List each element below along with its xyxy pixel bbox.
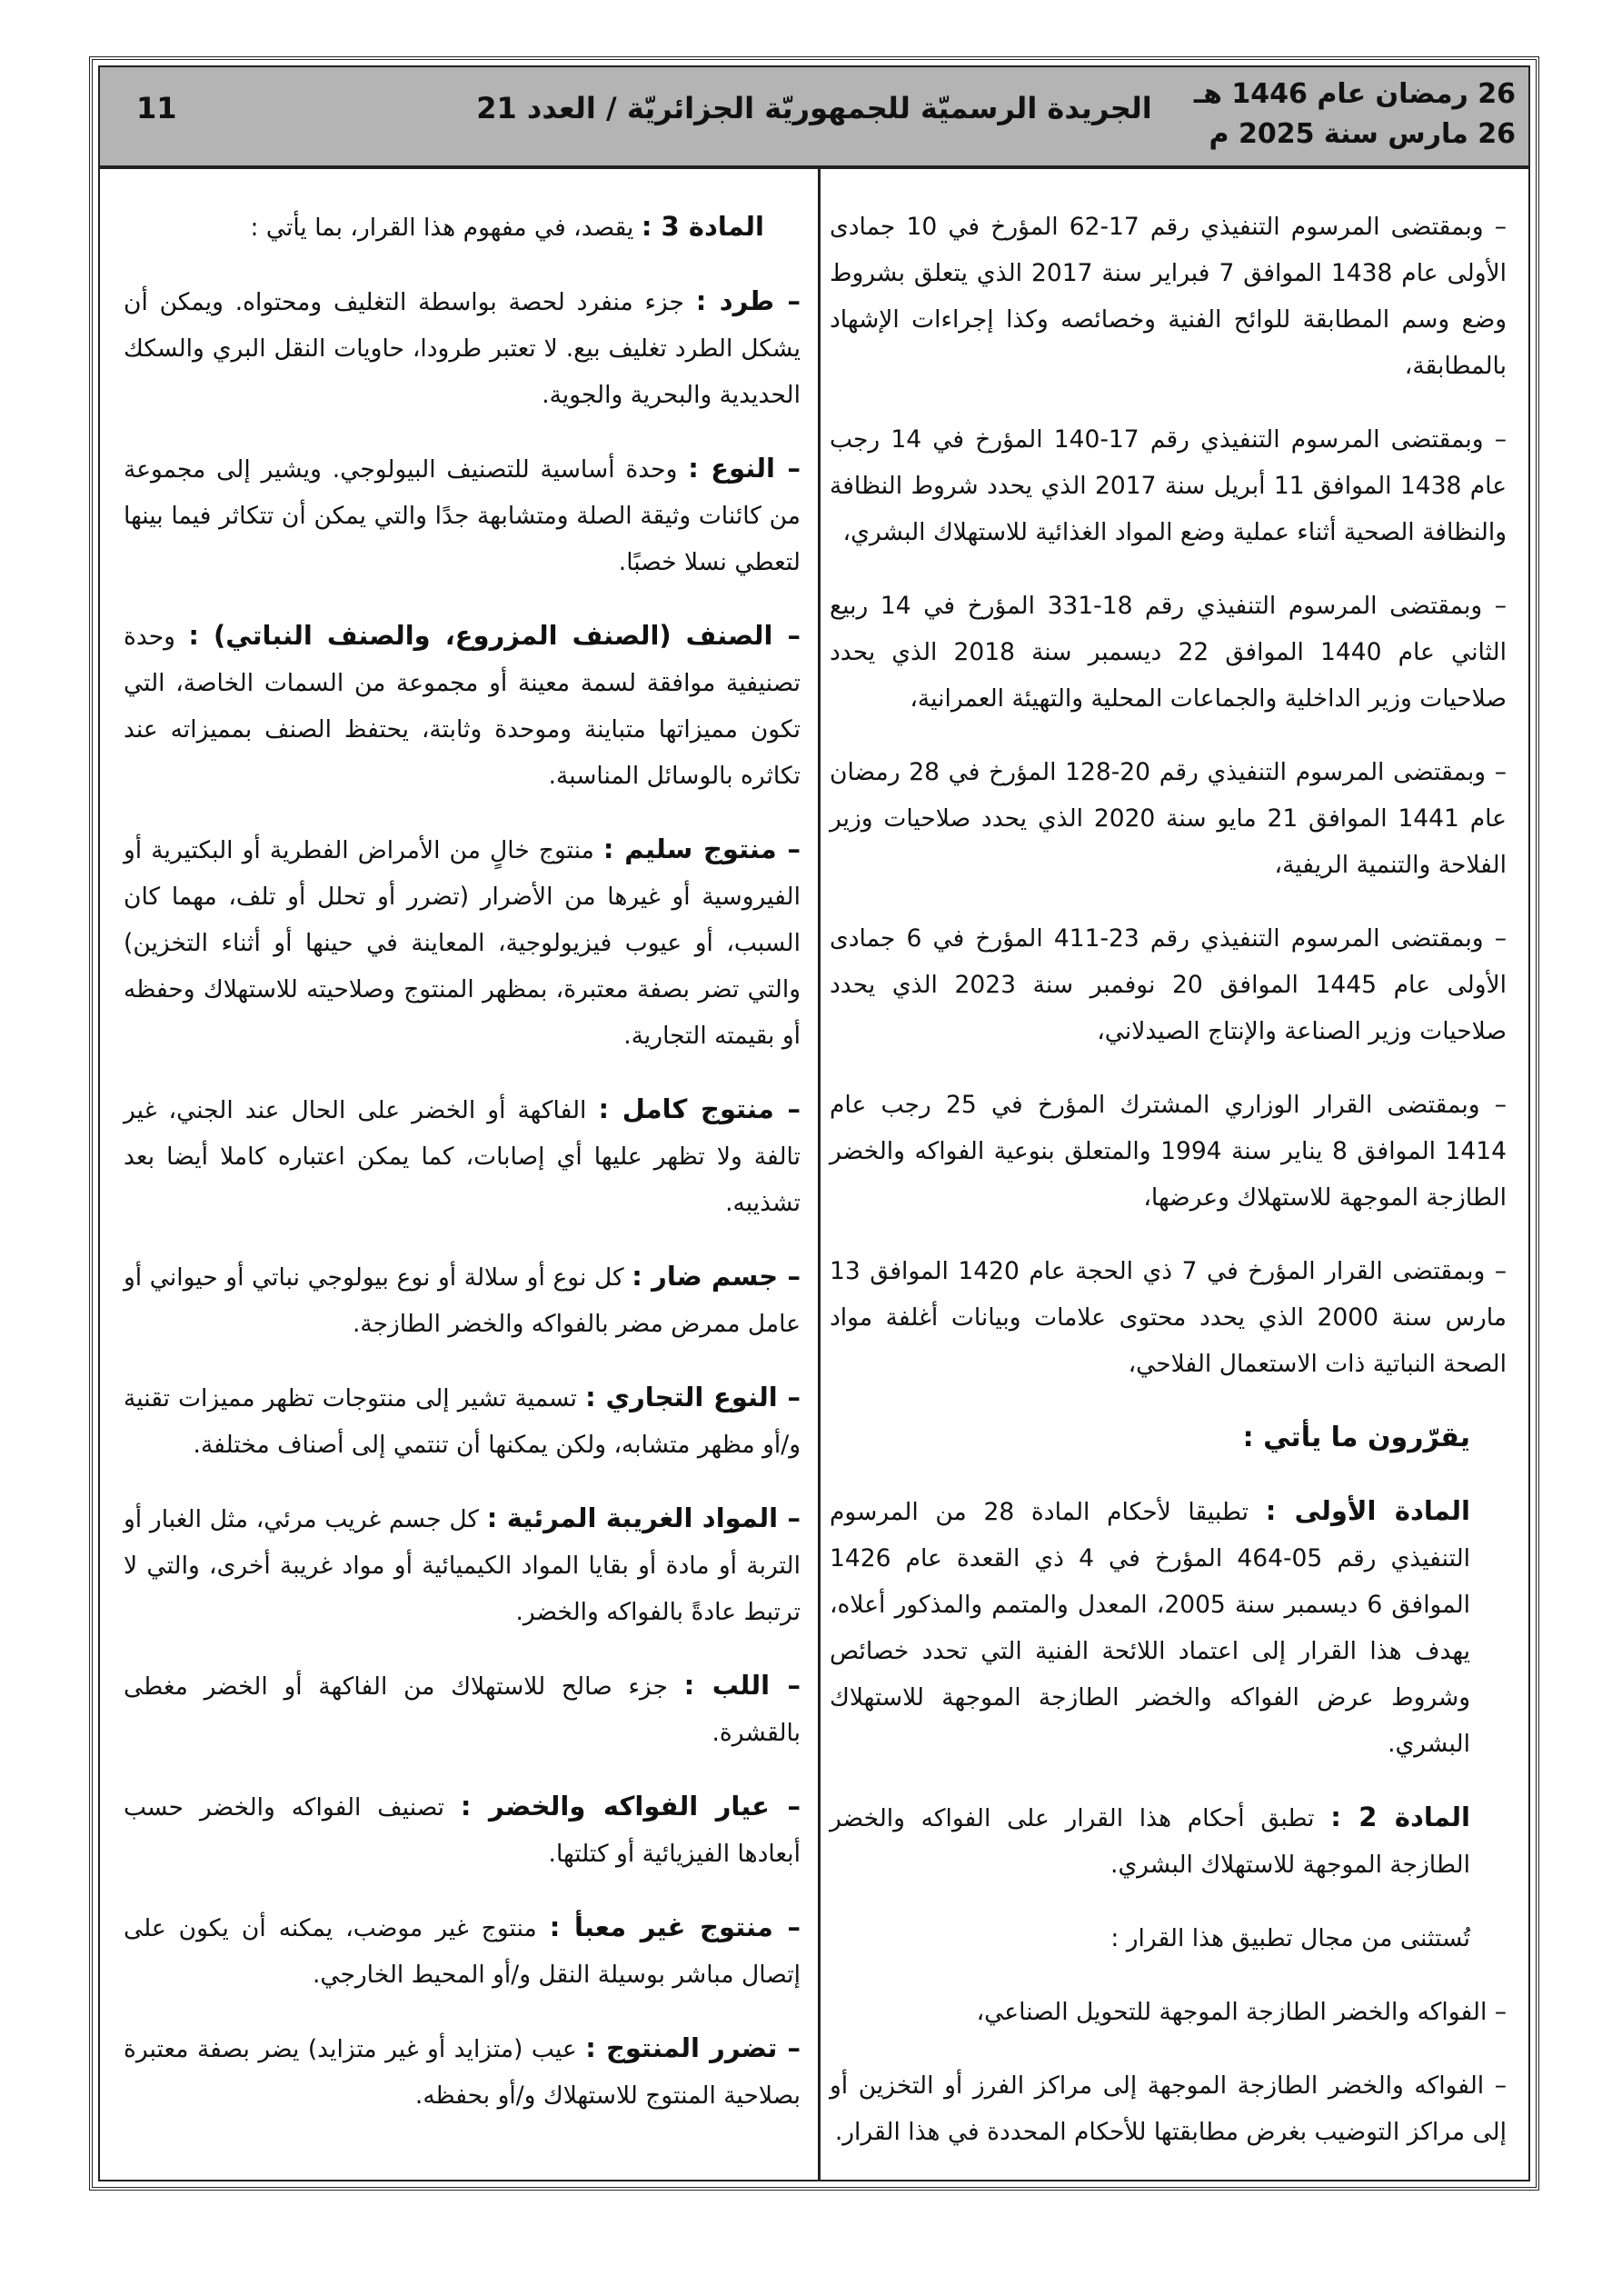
definition	[124, 1495, 801, 1635]
article-text: تطبق أحكام هذا القرار على الفواكه والخضر الطازجة الموجهة للاستهلاك البشري.	[830, 1804, 1470, 1879]
paragraph: – وبمقتضى القرار الوزاري المشترك المؤرخ في 25 رجب عام 1414 الموافق 8 يناير سنة 1994 والمتعلق بنوعية الفواكه والخضر الطازجة الموجهة للاستهلاك وعرضها،	[830, 1091, 1508, 1212]
page-header	[100, 67, 1528, 169]
page-frame	[89, 56, 1539, 2191]
paragraph: – وبمقتضى القرار المؤرخ في 7 ذي الحجة عام 1420 الموافق 13 مارس سنة 2000 الذي يحدد محتوى علامات وبيانات أغلفة مواد الصحة النباتية ذات الاستعمال الفلاحي،	[830, 1257, 1508, 1378]
decision-heading: يقرّرون ما يأتي :	[1242, 1422, 1470, 1453]
page-border	[98, 65, 1530, 2181]
article-1	[830, 1488, 1507, 1767]
definition-term: – منتوج سليم :	[602, 834, 801, 864]
definition-term: – تضرر المنتوج :	[585, 2032, 801, 2063]
definition	[124, 278, 801, 418]
definition-term: – جسم ضار :	[632, 1261, 801, 1292]
definition-term: – اللب :	[683, 1670, 801, 1701]
definition-text: تسمية تشير إلى منتوجات تظهر مميزات تقنية و/أو مظهر متشابه، ولكن يمكنها أن تنتمي إلى أصناف مختلفة.	[124, 1384, 801, 1459]
definition	[124, 1253, 801, 1347]
definition-text: تصنيف الفواكه والخضر حسب أبعادها الفيزيائية أو كتلتها.	[124, 1793, 801, 1868]
definition-term: – المواد الغريبة المرئية :	[486, 1502, 801, 1533]
definition	[124, 613, 801, 799]
journal-title: الجريدة الرسميّة للجمهوريّة الجزائريّة / العدد 21	[476, 91, 1152, 125]
definition	[124, 1086, 801, 1226]
definition-term: – منتوج غير معبأ :	[549, 1912, 801, 1942]
definition	[124, 445, 801, 585]
paragraph: – وبمقتضى المرسوم التنفيذي رقم 18-331 المؤرخ في 14 ربيع الثاني عام 1440 الموافق 22 ديسمبر سنة 2018 الذي يحدد صلاحيات وزير الداخلية والجماعات المحلية والتهيئة العمرانية،	[830, 592, 1507, 713]
definition-text: جزء صالح للاستهلاك من الفاكهة أو الخضر مغطى بالقشرة.	[124, 1672, 801, 1747]
definition-term: – عيار الفواكه والخضر :	[460, 1791, 801, 1822]
column-divider	[818, 169, 821, 2180]
article-text: تطبيقا لأحكام المادة 28 من المرسوم التنفيذي رقم 05-464 المؤرخ في 4 ذي القعدة عام 1426 الموافق 6 ديسمبر سنة 2005، المعدل والمتمم والمذكور أعلاه، يهدف هذا القرار إلى اعتماد اللائحة الفنية التي تحدد خصائص وشروط عرض الفواكه والخضر الطازجة الموجهة للاستهلاك البشري.	[830, 1498, 1471, 1758]
definition-term: – النوع :	[688, 453, 801, 484]
definition	[124, 1783, 801, 1877]
exclusion-intro: تُستثنى من مجال تطبيق هذا القرار :	[1110, 1924, 1470, 1952]
definition-term: – النوع التجاري :	[585, 1382, 801, 1413]
definition-term: – طرد :	[695, 285, 801, 316]
definition-text: منتوج خالٍ من الأمراض الفطرية أو البكتيرية أو الفيروسية أو غيرها من الأضرار (تضرر أو تحلل أو تلف، مهما كان السبب، أو عيوب فيزيولوجية، المعاينة في حينها أو أثناء التخزين) والتي تضر بصفة معتبرة، بمظهر المنتوج وصلاحيته للاستهلاك وحفظه أو بقيمته التجارية.	[124, 836, 801, 1050]
definition	[124, 826, 801, 1059]
definition-term: – منتوج كامل :	[598, 1093, 801, 1124]
definition-text: منتوج غير موضب، يمكنه أن يكون على إتصال مباشر بوسيلة النقل و/أو المحيط الخارجي.	[124, 1914, 801, 1989]
definition-text: جزء منفرد لحصة بواسطة التغليف ومحتواه. ويمكن أن يشكل الطرد تغليف بيع. لا تعتبر طرودا، حاويات النقل البري والسكك الحديدية والبحرية والجوية.	[124, 288, 801, 409]
definition-text: وحدة أساسية للتصنيف البيولوجي. ويشير إلى مجموعة من كائنات وثيقة الصلة ومتشابهة جدًا والتي يمكن أن تتكاثر فيما بينها لتعطي نسلا خصبًا.	[124, 455, 801, 576]
definition-text: كل جسم غريب مرئي، مثل الغبار أو التربة أو مادة أو بقايا المواد الكيميائية أو مواد غريبة أخرى، والتي لا ترتبط عادةً بالفواكه والخضر.	[124, 1505, 801, 1626]
paragraph: – وبمقتضى المرسوم التنفيذي رقم 20-128 المؤرخ في 28 رمضان عام 1441 الموافق 21 مايو سنة 2020 الذي يحدد صلاحيات وزير الفلاحة والتنمية الريفية،	[830, 758, 1507, 879]
article-2	[830, 1794, 1507, 1888]
definition	[124, 1662, 801, 1756]
article-label: المادة 2 :	[1330, 1802, 1470, 1832]
paragraph: – وبمقتضى المرسوم التنفيذي رقم 23-411 المؤرخ في 6 جمادى الأولى عام 1445 الموافق 20 نوفمبر سنة 2023 الذي يحدد صلاحيات وزير الصناعة والإنتاج الصيدلاني،	[830, 924, 1507, 1045]
article-3	[124, 204, 801, 251]
article-label: المادة الأولى :	[1265, 1495, 1470, 1526]
definition-text: عيب (متزايد أو غير متزايد) يضر بصفة معتبرة بصلاحية المنتوج للاستهلاك و/أو بحفظه.	[124, 2035, 801, 2110]
page-number: 11	[136, 91, 177, 125]
right-column	[830, 204, 1507, 2182]
date-hijri: 26 رمضان عام 1446 هـ	[1193, 78, 1516, 110]
definition	[124, 1904, 801, 1998]
article-text: يقصد، في مفهوم هذا القرار، بما يأتي :	[250, 214, 642, 242]
paragraph: – وبمقتضى المرسوم التنفيذي رقم 17-62 المؤرخ في 10 جمادى الأولى عام 1438 الموافق 7 فبراير سنة 2017 الذي يتعلق بشروط وضع وسم المطابقة للوائح الفنية وخصائصه وكذا إجراءات الإشهاد بالمطابقة،	[830, 213, 1507, 380]
definition-text: وحدة تصنيفية موافقة لسمة معينة أو مجموعة من السمات الخاصة، التي تكون مميزاتها متباينة وموحدة وثابتة، يحتفظ الصنف بمميزاته عند تكاثره بالوسائل المناسبة.	[124, 623, 801, 790]
article-label: المادة 3 :	[641, 211, 764, 242]
definition-text: الفاكهة أو الخضر على الحال عند الجني، غير تالفة ولا تظهر عليها أي إصابات، كما يمكن اعتباره كاملا أيضا بعد تشذيبه.	[124, 1096, 801, 1217]
date-gregorian: 26 مارس سنة 2025 م	[1209, 118, 1516, 150]
definition	[124, 2025, 801, 2119]
left-column	[124, 204, 801, 2146]
exclusion-item: – الفواكه والخضر الطازجة الموجهة للتحويل الصناعي،	[976, 1998, 1507, 2026]
definition-term: – الصنف (الصنف المزروع، والصنف النباتي) :	[188, 620, 801, 651]
definition	[124, 1374, 801, 1468]
definition-text: كل نوع أو سلالة أو نوع بيولوجي نباتي أو حيواني أو عامل ممرض مضر بالفواكه والخضر الطازجة.	[124, 1263, 801, 1338]
paragraph: – وبمقتضى المرسوم التنفيذي رقم 17-140 المؤرخ في 14 رجب عام 1438 الموافق 11 أبريل سنة 2017 الذي يحدد شروط النظافة والنظافة الصحية أثناء عملية وضع المواد الغذائية للاستهلاك البشري،	[830, 425, 1508, 546]
exclusion-item: – الفواكه والخضر الطازجة الموجهة إلى مراكز الفرز أو التخزين أو إلى مراكز التوضيب بغرض مطابقتها للأحكام المحددة في هذا القرار.	[830, 2071, 1507, 2146]
